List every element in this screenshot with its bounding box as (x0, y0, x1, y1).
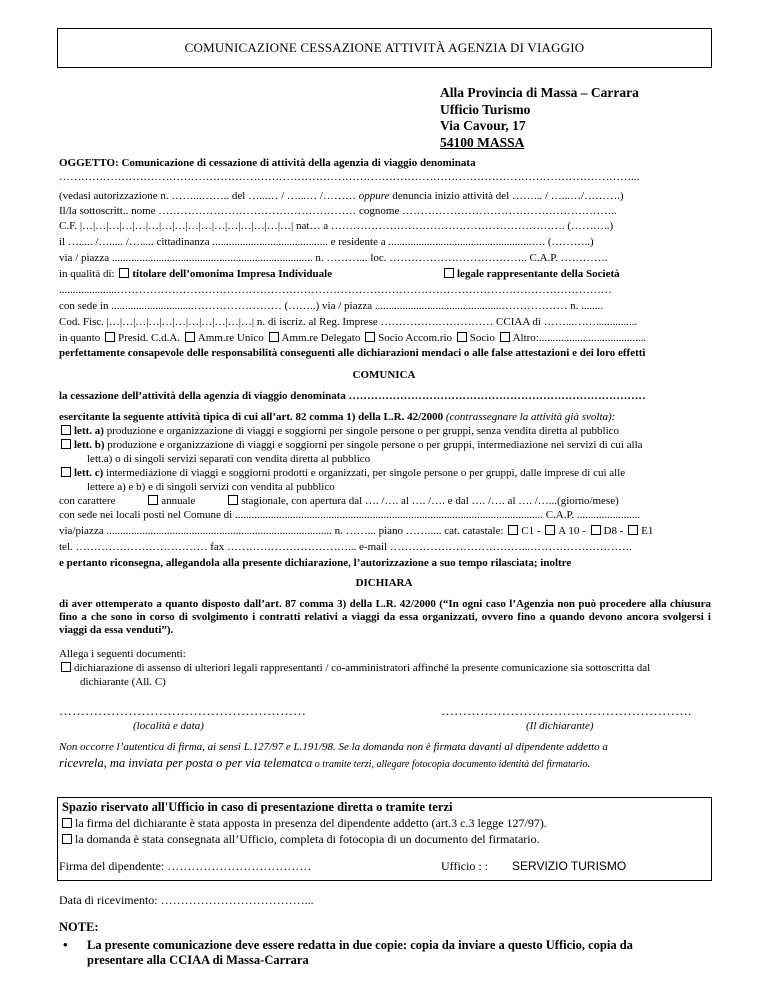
declaration-awareness: perfettamente consapevole delle responsabilità conseguenti alle dichiarazioni mendaci o alle false attestazioni e dei loro effetti (59, 347, 646, 359)
place-date-label: (località e data) (133, 720, 204, 732)
role-titolare-label: titolare dell’omonima Impresa Individuale (132, 268, 333, 280)
form-line-birth[interactable]: il …..... /…..... /…..... cittadinanza .......................................... e residente a ....................................................…. (………..) (59, 236, 594, 248)
signature-note-2b: o tramite terzi, allegare fotocopia documento identità del firmatario. (312, 759, 590, 770)
role-legale-label: legale rappresentante della Società (457, 268, 620, 280)
recipient-address (440, 85, 639, 151)
activity-c (59, 467, 625, 480)
checkbox-legale[interactable] (444, 268, 454, 278)
checkbox-doc-assenso[interactable] (61, 662, 71, 672)
note-item-1-line-1: La presente comunicazione deve essere redatta in due copie: copia da inviare a questo Ufficio, copia da (87, 938, 633, 952)
recipient-line-2: Ufficio Turismo (440, 101, 531, 117)
activity-character (59, 495, 619, 508)
checkbox-socio[interactable] (457, 332, 467, 342)
office-option-2 (62, 833, 540, 846)
contact-line[interactable]: tel. ……………………………… fax ……………………………... e-mail ………………………………...………………………. (59, 541, 632, 553)
role-label: in qualità di: (59, 268, 115, 280)
form-line-sede[interactable]: con sede in ..............................…………………… (……..) via / piazza ..............................................……………… n. ........ (59, 300, 604, 312)
activity-c-cont: lettere a) e b) e di singoli servizi con vendita al pubblico (87, 481, 335, 493)
office-value: SERVIZIO TURISMO (512, 859, 627, 873)
authorization-text: (vedasi autorizzazione n. ……...…….. del …...… / …...… /……… (59, 190, 356, 202)
checkbox-amm-delegato[interactable] (269, 332, 279, 342)
cat-c1-label: C1 - (521, 525, 541, 537)
lett-b-label: lett. b) (74, 439, 105, 451)
form-line-role-legale (442, 268, 620, 281)
cat-d8-label: D8 - (603, 525, 624, 537)
capacity-socio-accom-label: Socio Accom.rio (378, 332, 453, 344)
activity-intro-hint: (contrassegnare la attività già svolta): (445, 411, 616, 423)
capacity-altro-label: Altro:....................................... (512, 332, 647, 344)
return-authorization: e pertanto riconsegna, allegandola alla presente dichiarazione, l’autorizzazione a suo tempo rilasciata; inoltre (59, 557, 572, 569)
dichiara-heading: DICHIARA (355, 577, 413, 589)
checkbox-a10[interactable] (545, 525, 555, 535)
comunica-agency-line[interactable]: la cessazione dell’attività della agenzia di viaggio denominata ……………………………………………………………………… (59, 390, 646, 402)
oggetto-dots[interactable]: …………………………………………………………………………………………………………………………………………... (59, 171, 640, 183)
form-line-role (59, 268, 332, 281)
checkbox-c1[interactable] (508, 525, 518, 535)
recipient-line-3: Via Cavour, 17 (440, 118, 526, 133)
allega-label: Allega i seguenti documenti: (59, 648, 186, 660)
capacity-label: in quanto (59, 332, 101, 344)
capacity-amm-unico-label: Amm.re Unico (197, 332, 264, 344)
activity-intro-text: esercitante la seguente attività tipica di cui all’art. 82 comma 1) della L.R. 42/2000 (59, 411, 446, 423)
checkbox-office-2[interactable] (62, 834, 72, 844)
signature-note-2a: ricevrela, ma inviata per posta o per via telematca (59, 756, 313, 770)
stagionale-label: stagionale, con apertura dal …. /…. al …. /…. e dal …. /…. al …. /…...(giorno/mese) (241, 495, 619, 507)
checkbox-amm-unico[interactable] (185, 332, 195, 342)
premises-address-text: via/piazza .................................................................................. n. ……... piano ……..... cat. catastale: (59, 525, 504, 537)
document-title-box (57, 28, 712, 68)
document-title: COMUNICAZIONE CESSAZIONE ATTIVITÀ AGENZIA DI VIAGGIO (184, 40, 585, 55)
form-line-name[interactable]: Il/la sottoscritt.. nome ……………………………………………… cognome ………………………………………………….. (59, 205, 617, 217)
checkbox-socio-accom[interactable] (365, 332, 375, 342)
doc-assenso-text: dichiarazione di assenso di ulteriori legali rappresentanti / co-amministratori affinché la presente comunicazione sia sottoscritta dal (74, 662, 651, 674)
office-option-1 (62, 817, 547, 830)
dichiara-text: di aver ottemperato a quanto disposto dall’art. 87 comma 3) della L.R. 42/2000 (“In ogni caso l’Agenzia non può procedere alla chiusura fino a che sono in corso di svolgimento i contratti relativi a viaggi da essa organizzati, ovvero fino a quando devono ancora svolgersi i viaggi da essa venduti”). (59, 598, 711, 636)
allega-doc-1 (59, 662, 650, 675)
capacity-amm-delegato-label: Amm.re Delegato (281, 332, 361, 344)
note-item-1-line-2: presentare alla CCIAA di Massa-Carrara (87, 953, 309, 967)
checkbox-e1[interactable] (628, 525, 638, 535)
office-option-1-text: la firma del dichiarante è stata apposta in presenza del dipendente addetto (art.3 c.3 legge 127/97). (75, 816, 547, 830)
oppure-text: oppure (358, 190, 390, 202)
signature-note-1: Non occorre l’autentica di firma, ai sensi L.127/97 e L.191/98. Se la domanda non è firmata davanti al dipendente addetto a (59, 741, 608, 753)
signature-field[interactable]: …………………………………………………. (441, 703, 692, 718)
checkbox-annuale[interactable] (148, 495, 158, 505)
capacity-socio-label: Socio (469, 332, 495, 344)
checkbox-stagionale[interactable] (228, 495, 238, 505)
cat-a10-label: A 10 - (558, 525, 586, 537)
place-date-field[interactable]: ………………………………………………… (59, 703, 306, 718)
note-item-1 (87, 938, 711, 968)
premises-address[interactable] (59, 525, 653, 538)
comunica-heading: COMUNICA (352, 369, 416, 381)
recipient-line-1: Alla Provincia di Massa – Carrara (440, 85, 639, 100)
lett-a-label: lett. a) (74, 425, 104, 437)
checkbox-lett-b[interactable] (61, 439, 71, 449)
receipt-date[interactable]: Data di ricevimento: ………………………………... (59, 893, 314, 907)
lett-c-text: intermediazione di viaggi e soggiorni prodotti e organizzati, per singole persone o per gruppi, dalle imprese di cui alle (103, 467, 626, 479)
checkbox-presid[interactable] (105, 332, 115, 342)
comunica-activity-intro (59, 411, 615, 424)
form-line-authorization[interactable] (59, 190, 623, 203)
notes-heading: NOTE: (59, 920, 99, 934)
office-title: Spazio riservato all'Ufficio in caso di presentazione diretta o tramite terzi (62, 800, 453, 814)
oggetto-label: OGGETTO: Comunicazione di cessazione di attività della agenzia di viaggio denominata (59, 157, 476, 169)
lett-a-text: produzione e organizzazione di viaggi e soggiorni per singole persone o per gruppi, senza vendita diretta al pubblico (103, 425, 620, 437)
office-label: Ufficio : : (441, 859, 489, 873)
dia-text: denuncia inizio attività del ……... / …...…/……….) (392, 190, 624, 202)
form-line-capacity (59, 332, 646, 345)
checkbox-lett-c[interactable] (61, 467, 71, 477)
cat-e1-label: E1 (641, 525, 654, 537)
form-line-address[interactable]: via / piazza ......................................................................... n. ………... loc. ……………………………….. C.A.P. …………. (59, 252, 608, 264)
checkbox-altro[interactable] (500, 332, 510, 342)
employee-signature[interactable]: Firma del dipendente: ……………………………… (59, 859, 312, 873)
note-bullet: • (63, 937, 68, 952)
activity-b-cont: lett.a) o di singoli servizi separati con vendita diretta al pubblico (87, 453, 371, 465)
character-label: con carattere (59, 495, 116, 507)
capacity-presid-label: Presid. C.d.A. (118, 332, 181, 344)
checkbox-d8[interactable] (591, 525, 601, 535)
signature-note-2 (59, 757, 590, 771)
form-line-codfisc[interactable]: Cod. Fisc. |…|…|…|…|…|…|…|…|…|…|…| n. di iscriz. al Reg. Imprese …………….…………… CCIAA di ……...……............... (59, 316, 638, 328)
annuale-label: annuale (161, 495, 196, 507)
activity-b (59, 439, 643, 452)
checkbox-office-1[interactable] (62, 818, 72, 828)
form-line-company-name[interactable]: .....................……………………………………………………………………………………………………………………… (59, 284, 612, 296)
checkbox-lett-a[interactable] (61, 425, 71, 435)
checkbox-titolare[interactable] (119, 268, 129, 278)
activity-a (59, 425, 619, 438)
allega-doc-1-cont: dichiarante (All. C) (80, 676, 166, 688)
lett-c-label: lett. c) (74, 467, 104, 479)
signature-label: (Il dichiarante) (526, 720, 594, 732)
office-option-2-text: la domanda è stata consegnata all’Ufficio, completa di fotocopia di un documento del firmatario. (75, 832, 540, 846)
lett-b-text: produzione e organizzazione di viaggi e soggiorni per singole persone o per gruppi, intermediazione nei servizi di cui alla (104, 439, 643, 451)
recipient-line-4: 54100 MASSA (440, 134, 525, 150)
premises-comune[interactable]: con sede nei locali posti nel Comune di ................................................................................................................ C.A.P. ....................... (59, 509, 641, 521)
form-line-cf[interactable]: C.F. |…|…|…|…|…|…|…|…|…|…|…|…|…|…|…|…| nat… a ………………………………………………………. (………..) (59, 220, 614, 232)
